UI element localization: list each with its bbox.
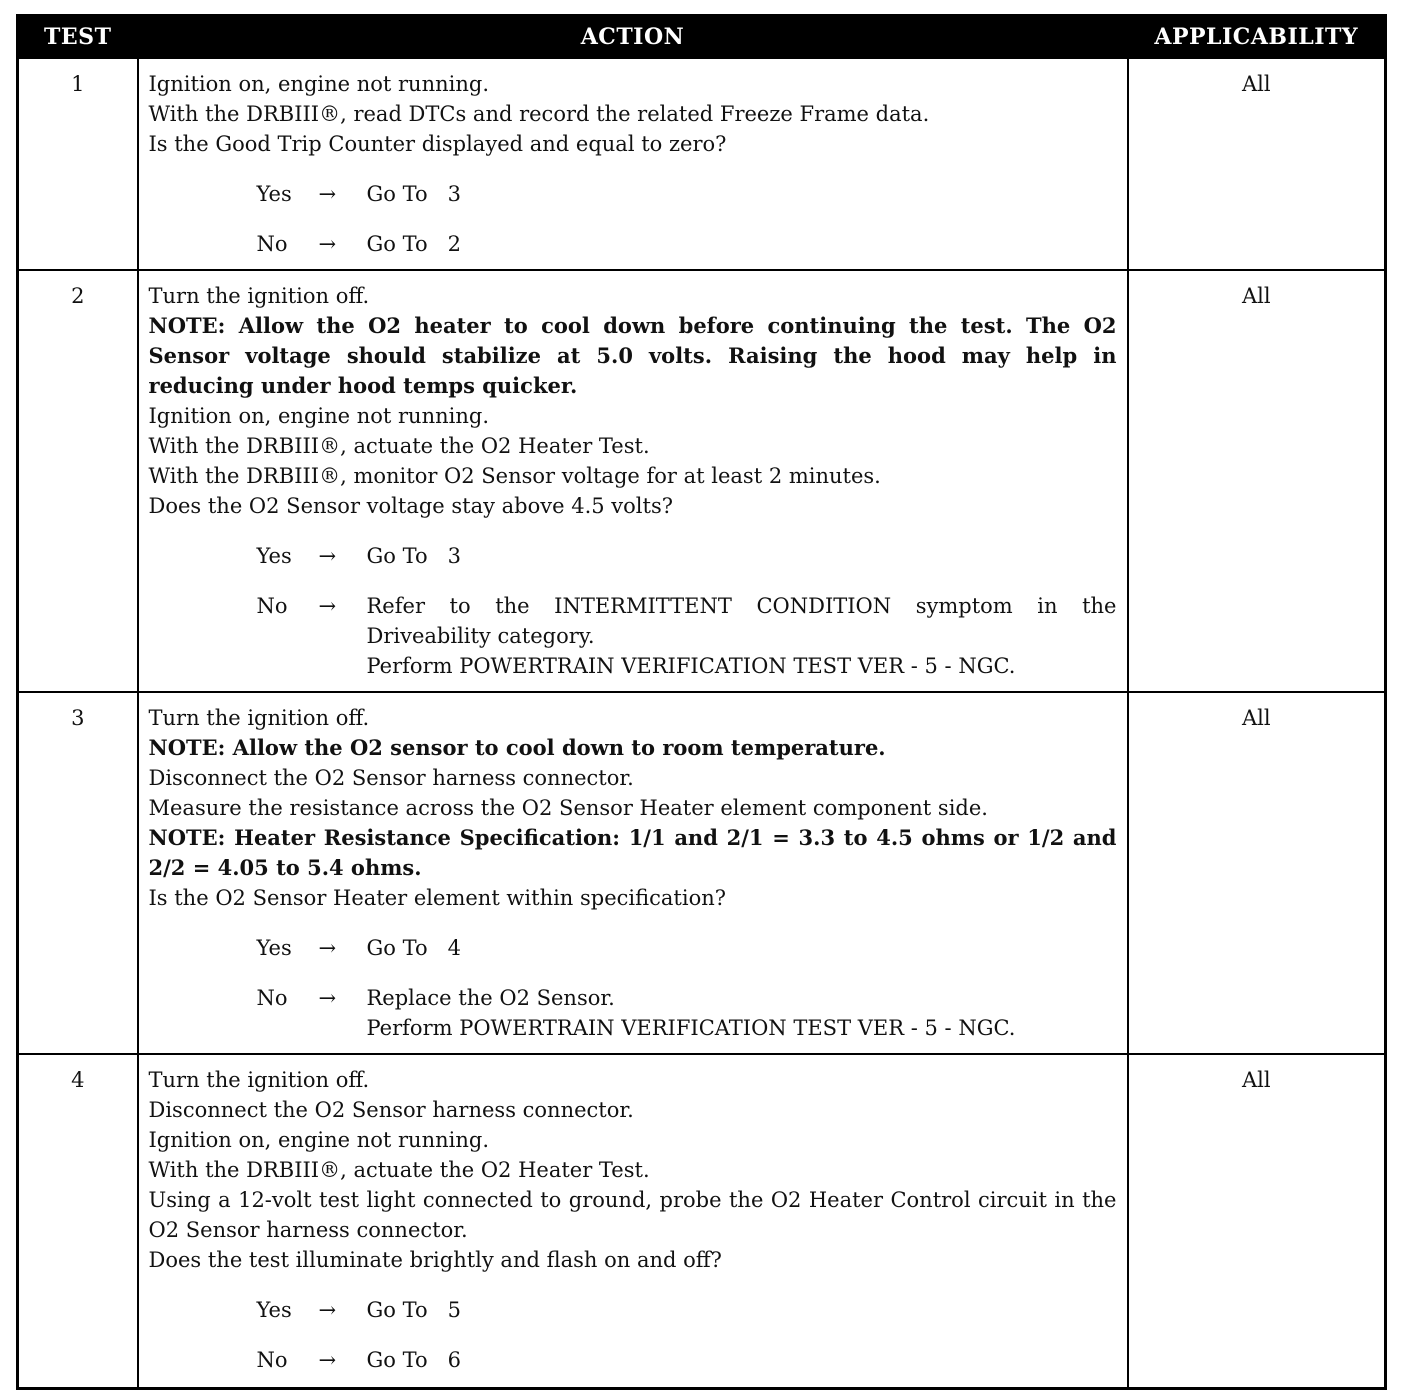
action-step: Is the O2 Sensor Heater element within specification? — [148, 886, 726, 910]
action-step: With the DRBIII®, monitor O2 Sensor voltage for at least 2 minutes. — [148, 464, 881, 488]
test-number: 4 — [18, 1054, 138, 1388]
test-number: 1 — [18, 58, 138, 270]
action-step: With the DRBIII®, actuate the O2 Heater Test. — [148, 434, 650, 458]
right-arrow-icon: → — [318, 182, 337, 206]
action-cell — [138, 58, 1128, 270]
applicability-value: All — [1128, 692, 1386, 1054]
header-test: TEST — [18, 16, 138, 59]
right-arrow-icon: → — [318, 1348, 337, 1372]
answer-branch-no — [149, 229, 1117, 259]
right-arrow-icon: → — [318, 986, 337, 1010]
action-step: Disconnect the O2 Sensor harness connector. — [148, 1098, 634, 1122]
diagnostic-test-table — [16, 14, 1387, 1390]
right-arrow-icon: → — [318, 232, 337, 256]
table-row — [18, 58, 1386, 270]
answer-instruction — [367, 1345, 1117, 1375]
answer-label: No — [256, 594, 288, 618]
answer-label: No — [256, 986, 288, 1010]
action-cell — [138, 1054, 1128, 1388]
action-step: Does the test illuminate brightly and flash on and off? — [148, 1248, 722, 1272]
right-arrow-icon: → — [318, 544, 337, 568]
instruction-line: Perform POWERTRAIN VERIFICATION TEST VER - 5 - NGC. — [366, 654, 1016, 678]
answer-label: Yes — [256, 936, 292, 960]
answer-branch-yes — [149, 541, 1117, 571]
table-header-row — [18, 16, 1386, 59]
action-step: With the DRBIII®, read DTCs and record the related Freeze Frame data. — [148, 102, 930, 126]
applicability-value: All — [1128, 270, 1386, 692]
answer-branch-no — [149, 983, 1117, 1043]
action-step: Using a 12-volt test light connected to ground, probe the O2 Heater Control circuit in the O2 Sensor harness connector. — [148, 1188, 1117, 1242]
action-step: Does the O2 Sensor voltage stay above 4.5 volts? — [148, 494, 673, 518]
answer-branch-yes — [149, 179, 1117, 209]
action-step: Measure the resistance across the O2 Sensor Heater element component side. — [148, 796, 988, 820]
right-arrow-icon: → — [318, 594, 337, 618]
instruction-line: Go To 6 — [366, 1348, 461, 1372]
answer-label: No — [256, 232, 288, 256]
note-text: NOTE: Heater Resistance Specification: 1/1 and 2/1 = 3.3 to 4.5 ohms or 1/2 and 2/2 = 4.05 to 5.4 ohms. — [148, 825, 1117, 880]
test-number: 3 — [18, 692, 138, 1054]
action-step: Ignition on, engine not running. — [148, 1128, 489, 1152]
action-step: Is the Good Trip Counter displayed and equal to zero? — [148, 132, 727, 156]
answer-branch-yes — [149, 933, 1117, 963]
action-step: Ignition on, engine not running. — [148, 72, 489, 96]
action-cell — [138, 692, 1128, 1054]
right-arrow-icon: → — [318, 936, 337, 960]
instruction-line: Replace the O2 Sensor. — [366, 986, 615, 1010]
answer-label: No — [256, 1348, 288, 1372]
applicability-value: All — [1128, 1054, 1386, 1388]
note-text: NOTE: Allow the O2 heater to cool down before continuing the test. The O2 Sensor voltage should stabilize at 5.0 volts. Raising the hood may help in reducing under hood temps quicker. — [148, 313, 1117, 398]
header-applicability: APPLICABILITY — [1128, 16, 1386, 59]
instruction-line: Go To 5 — [366, 1298, 461, 1322]
table-row — [18, 1054, 1386, 1388]
action-step: Ignition on, engine not running. — [148, 404, 489, 428]
instruction-line: Perform POWERTRAIN VERIFICATION TEST VER - 5 - NGC. — [366, 1016, 1016, 1040]
header-action: ACTION — [138, 16, 1128, 59]
note-text: NOTE: Allow the O2 sensor to cool down to room temperature. — [148, 735, 886, 760]
answer-label: Yes — [256, 182, 292, 206]
instruction-line: Refer to the INTERMITTENT CONDITION symptom in the Driveability category. — [366, 594, 1124, 648]
answer-instruction — [367, 541, 1117, 571]
answer-branch-no — [149, 591, 1124, 681]
answer-instruction — [367, 229, 1117, 259]
action-step: With the DRBIII®, actuate the O2 Heater Test. — [148, 1158, 650, 1182]
answer-label: Yes — [256, 1298, 292, 1322]
instruction-line: Go To 2 — [366, 232, 461, 256]
right-arrow-icon: → — [318, 1298, 337, 1322]
applicability-value: All — [1128, 58, 1386, 270]
answer-instruction — [367, 1295, 1117, 1325]
answer-instruction — [367, 179, 1117, 209]
answer-instruction — [367, 933, 1117, 963]
answer-instruction — [366, 591, 1124, 681]
test-number: 2 — [18, 270, 138, 692]
action-cell — [138, 270, 1128, 692]
instruction-line: Go To 3 — [366, 182, 461, 206]
table-row — [18, 270, 1386, 692]
table-row — [18, 692, 1386, 1054]
answer-instruction — [367, 983, 1117, 1043]
answer-branch-yes — [149, 1295, 1117, 1325]
action-step: Disconnect the O2 Sensor harness connector. — [148, 766, 634, 790]
answer-label: Yes — [256, 544, 292, 568]
instruction-line: Go To 4 — [366, 936, 461, 960]
action-step: Turn the ignition off. — [148, 1068, 370, 1092]
instruction-line: Go To 3 — [366, 544, 461, 568]
table-body — [18, 58, 1386, 1388]
action-step: Turn the ignition off. — [148, 706, 370, 730]
action-step: Turn the ignition off. — [148, 284, 370, 308]
answer-branch-no — [149, 1345, 1117, 1375]
